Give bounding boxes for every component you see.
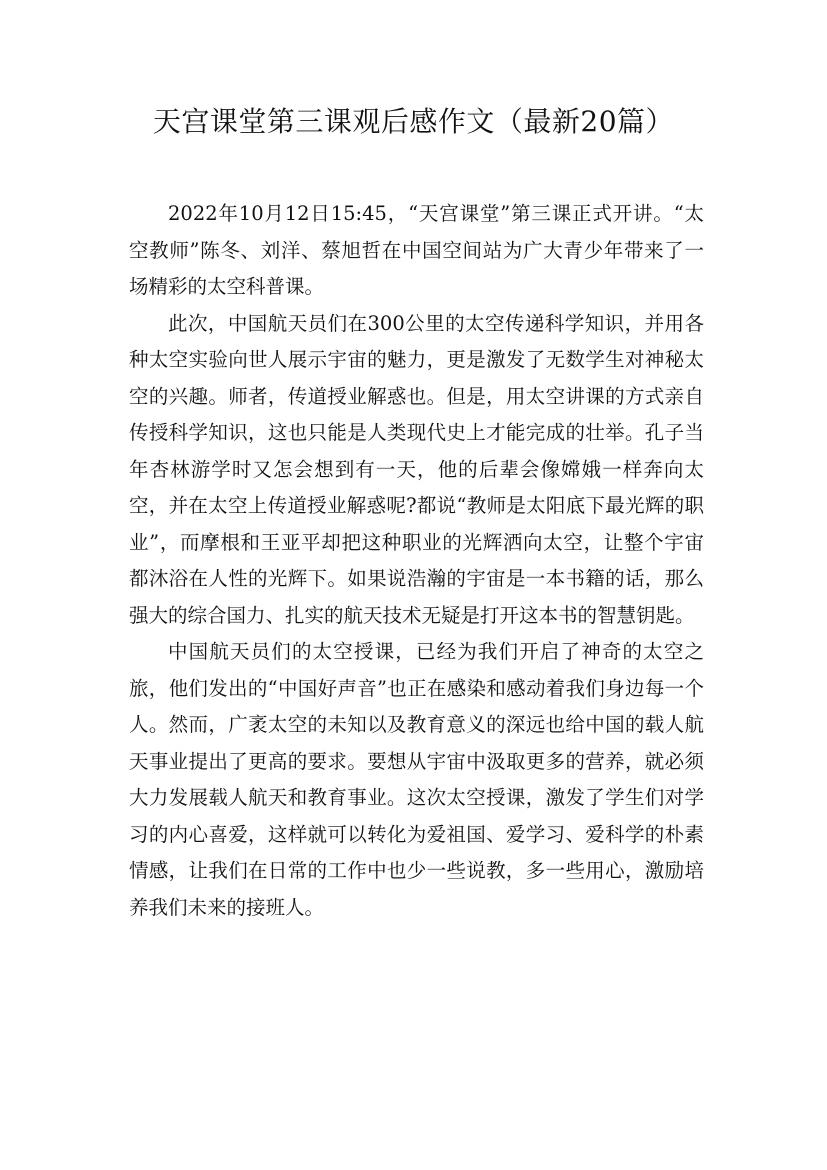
document-body bbox=[129, 196, 704, 926]
paragraph-2: 此次，中国航天员们在300公里的太空传递科学知识，并用各种太空实验向世人展示宇宙的魅力，更是激发了无数学生对神秘太空的兴趣。师者，传道授业解惑也。但是，用太空讲课的方式亲自传授科学知识，这也只能是人类现代史上才能完成的壮举。孔子当年杏林游学时又怎会想到有一天，他的后辈会像嫦娥一样奔向太空，并在太空上传道授业解惑呢?都说“教师是太阳底下最光辉的职业”，而摩根和王亚平却把这种职业的光辉洒向太空，让整个宇宙都沐浴在人性的光辉下。如果说浩瀚的宇宙是一本书籍的话，那么强大的综合国力、扎实的航天技术无疑是打开这本书的智慧钥匙。 bbox=[129, 311, 704, 627]
paragraph-3: 中国航天员们的太空授课，已经为我们开启了神奇的太空之旅，他们发出的“中国好声音”也正在感染和感动着我们身边每一个人。然而，广袤太空的未知以及教育意义的深远也给中国的载人航天事业提出了更高的要求。要想从宇宙中汲取更多的营养，就必须大力发展载人航天和教育事业。这次太空授课，激发了学生们对学习的内心喜爱，这样就可以转化为爱祖国、爱学习、爱科学的朴素情感，让我们在日常的工作中也少一些说教，多一些用心，激励培养我们未来的接班人。 bbox=[129, 640, 704, 919]
paragraph-1: 2022年10月12日15:45，“天宫课堂”第三课正式开讲。“太空教师”陈冬、刘洋、蔡旭哲在中国空间站为广大青少年带来了一场精彩的太空科普课。 bbox=[129, 202, 704, 298]
document-title: 天宫课堂第三课观后感作文（最新20篇） bbox=[152, 105, 675, 138]
